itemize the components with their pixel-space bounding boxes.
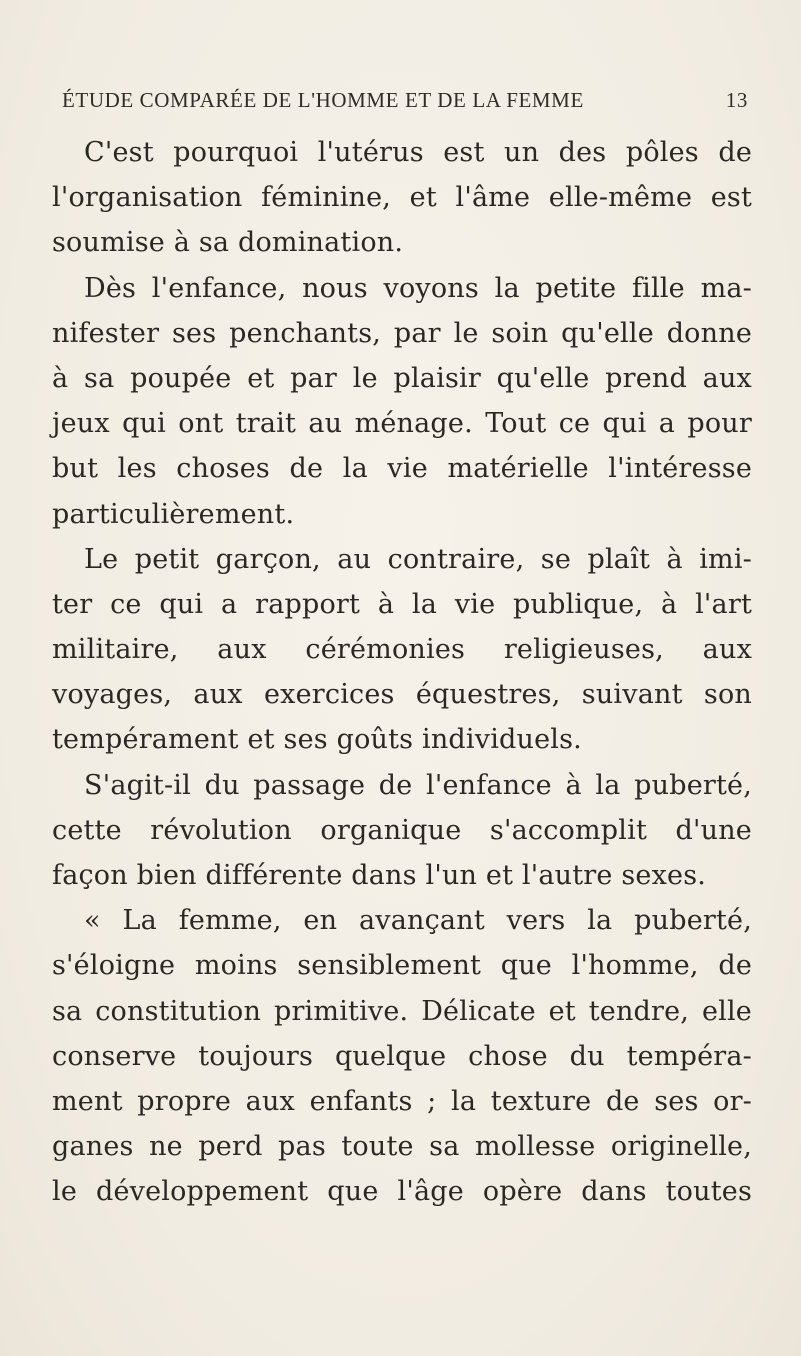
- text-line: tempérament et ses goûts individuels.: [52, 724, 582, 756]
- text-line: but les choses de la vie matérielle l'intéresse: [52, 453, 752, 485]
- text-line: cette révolution organique s'accomplit d'une: [52, 814, 752, 846]
- text-line: ter ce qui a rapport à la vie publique, à l'art: [52, 588, 752, 620]
- text-line: ment propre aux enfants ; la texture de ses or-: [52, 1085, 752, 1117]
- text-line: le développement que l'âge opère dans toutes: [52, 1176, 752, 1208]
- body-text: [52, 130, 752, 1215]
- text-line: voyages, aux exercices équestres, suivant son: [52, 679, 752, 711]
- text-line: particulièrement.: [52, 498, 295, 530]
- text-line: façon bien différente dans l'un et l'autre sexes.: [52, 860, 707, 891]
- text-line: Le petit garçon, au contraire, se plaît à imi-: [84, 543, 752, 575]
- running-head: [62, 88, 752, 118]
- text-line: soumise à sa domination.: [52, 227, 404, 259]
- text-line: « La femme, en avançant vers la puberté,: [84, 905, 752, 937]
- text-line: l'organisation féminine, et l'âme elle-même est: [52, 182, 752, 214]
- text-line: nifester ses penchants, par le soin qu'elle donne: [52, 317, 752, 349]
- text-line: Dès l'enfance, nous voyons la petite fille ma-: [84, 272, 752, 304]
- text-line: C'est pourquoi l'utérus est un des pôles de: [84, 137, 752, 168]
- text-line: jeux qui ont trait au ménage. Tout ce qui a pour: [52, 408, 752, 440]
- text-line: ganes ne perd pas toute sa mollesse originelle,: [52, 1131, 752, 1163]
- text-line: S'agit-il du passage de l'enfance à la puberté,: [84, 769, 752, 801]
- text-line: militaire, aux cérémonies religieuses, aux: [52, 634, 752, 666]
- text-line: s'éloigne moins sensiblement que l'homme, de: [52, 950, 752, 982]
- text-line: conserve toujours quelque chose du tempéra-: [52, 1040, 752, 1072]
- page-number: 13: [725, 88, 748, 112]
- text-line: à sa poupée et par le plaisir qu'elle prend aux: [52, 362, 752, 394]
- text-line: sa constitution primitive. Délicate et tendre, elle: [52, 995, 752, 1027]
- running-title: ÉTUDE COMPARÉE DE L'HOMME ET DE LA FEMME: [62, 88, 584, 112]
